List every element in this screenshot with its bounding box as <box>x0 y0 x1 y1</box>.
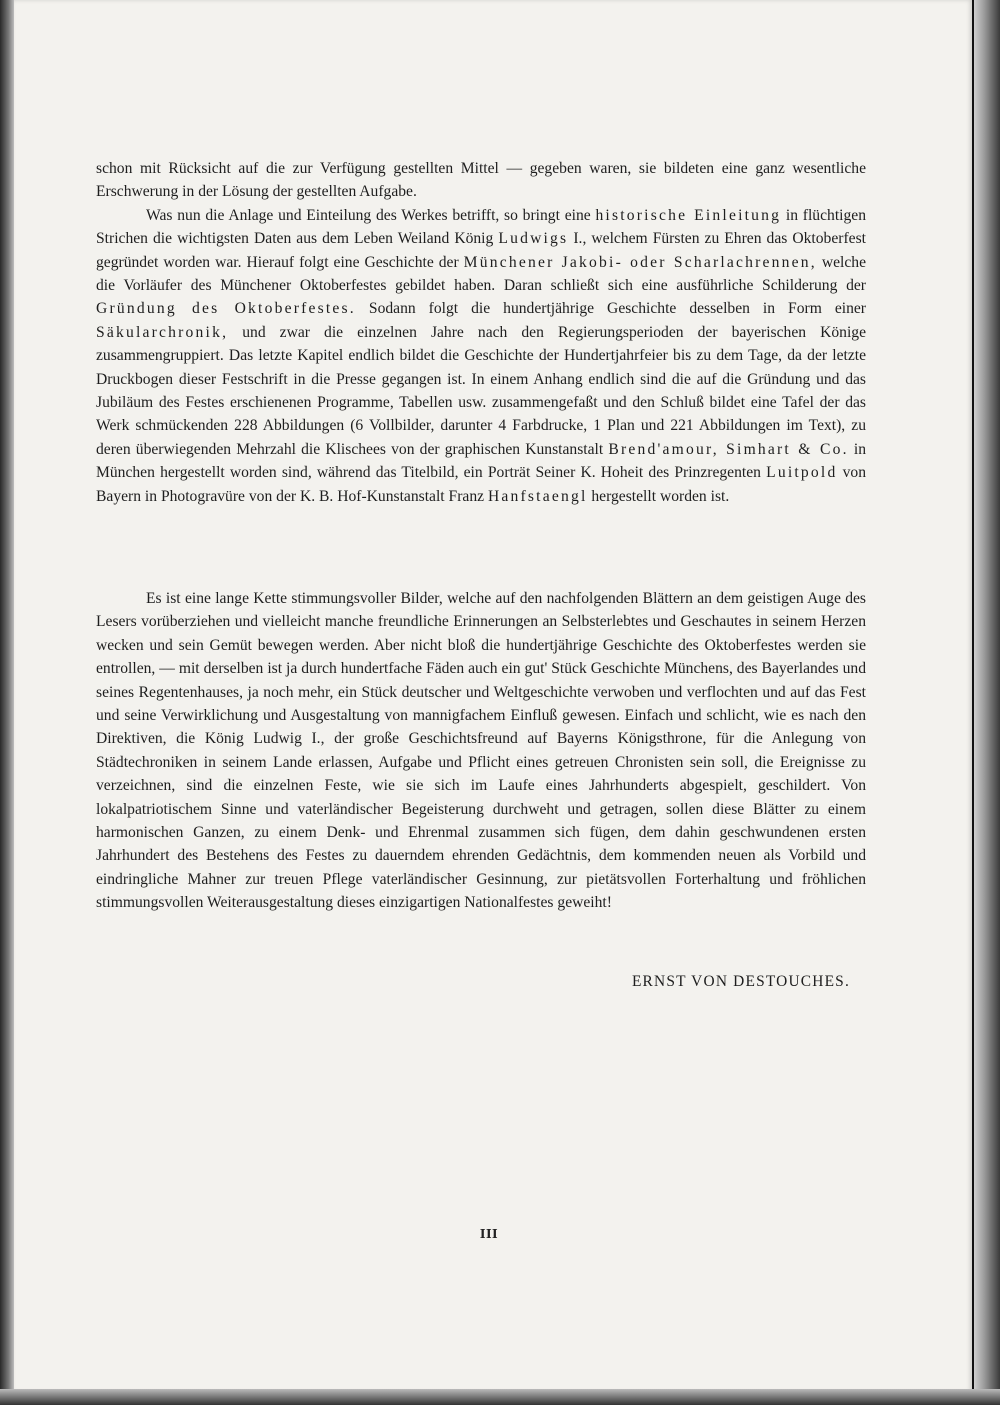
paragraph-dedication: Es ist eine lange Kette stimmungsvoller Bilder, welche auf den nachfolgenden Blättern an dem geistigen Auge des Lesers vorüberziehen und vielleicht manche freundliche Erinnerungen an Selbsterlebtes und Geschautes in seinem Herzen wecken und sein Gemüt bewegen werden. Aber nicht bloß die hundertjährige Geschichte des Oktoberfestes werden sie entrollen, — mit derselben ist ja durch hundertfache Fäden auch ein gut' Stück Geschichte Münchens, des Bayerlandes und seines Regentenhauses, ja noch mehr, ein Stück deutscher und Weltgeschichte verwoben und verflochten und auf das Fest und seine Verwirklichung und Ausgestaltung von mannigfachem Einfluß gewesen. Einfach und schlicht, wie es nach den Direktiven, die König Ludwig I., der große Geschichtsfreund auf Bayerns Königsthrone, für die Anlegung von Städtechroniken in seinem Lande erlassen, Aufgabe und Pflicht eines getreuen Chronisten sein soll, die Ereignisse zu verzeichnen, sind die einzelnen Feste, wie sie sich im Laufe eines Jahrhunderts abgespielt, geschildert. Von lokalpatriotischem Sinne und vaterländischer Begeisterung durchweht und getragen, sollen diese Blätter zu einem harmonischen Ganzen, zu einem Denk- und Ehrenmal zusammen sich fügen, dem dahin geschwundenen ersten Jahrhundert des Bestehens des Festes zu dauerndem ehrenden Gedächtnis, dem kommenden neuen als Vorbild und eindringliche Mahner zur treuen Pflege vaterländischer Gesinnung, zur pietätsvollen Forterhaltung und fröhlichen stimmungsvollen Weiterausgestaltung dieses einzigartigen Nationalfestes geweiht! <box>96 590 866 912</box>
text-run: Was nun die Anlage und Einteilung des Werkes betrifft, so bringt eine <box>146 206 596 224</box>
spaced-emphasis: historische Einleitung <box>595 206 782 224</box>
bottom-edge <box>0 1389 1000 1405</box>
text-block-lower <box>96 587 866 915</box>
text-run: I., welchem Fürsten zu Ehren das Oktoberfest gegründet worden war. Hierauf folgt eine Geschichte der <box>96 230 866 271</box>
book-spine-edge <box>0 0 14 1405</box>
page-stack-edge <box>974 0 1000 1405</box>
spaced-emphasis: Münchener Jakobi- oder Scharlachrennen, <box>463 253 817 271</box>
text-run: hergestellt worden ist. <box>587 487 730 505</box>
text-block-upper <box>96 157 866 508</box>
text-run: und zwar die einzelnen Jahre nach den Regierungsperioden der bayerischen Könige zusammengruppiert. Das letzte Kapitel endlich bildet die Geschichte der Hundertjahrfeier bis zu dem Tage, da der letzte Druckbogen dieser Festschrift in die Presse gegangen ist. In einem Anhang endlich sind die auf die Gründung und das Jubiläum des Festes erschienenen Programme, Tabellen usw. zusammengefaßt und den Schluß bildet eine Tafel der das Werk schmückenden 228 Abbildungen (6 Vollbilder, darunter 4 Farbdrucke, 1 Plan und 221 Abbildungen im Text), zu deren überwiegenden Mehrzahl die Klischees von der graphischen Kunstanstalt <box>96 323 866 458</box>
author-signature: ERNST VON DESTOUCHES. <box>631 973 850 990</box>
paragraph-continuation: schon mit Rücksicht auf die zur Verfügung gestellten Mittel — gegeben waren, sie bildeten eine ganz wesentliche Erschwerung in der Lösung der gestellten Aufgabe. <box>96 160 866 201</box>
text-run: in München hergestellt worden sind, während das Titelbild, ein Porträt Seiner K. Hoheit des Prinzregenten <box>96 440 866 482</box>
spaced-emphasis: Ludwigs <box>498 230 569 248</box>
text-run: welche die Vorläufer des Münchener Oktoberfestes gebildet haben. Daran schließt sich eine ausführliche Schilderung der <box>96 253 866 295</box>
paragraph-contents-overview <box>96 204 866 508</box>
text-run: in flüchtigen Strichen die wichtigsten Daten aus dem Leben Weiland König <box>96 206 866 248</box>
spaced-emphasis: Gründung des Oktoberfestes. <box>96 300 356 318</box>
spaced-emphasis: Hanfstaengl <box>487 487 588 505</box>
text-run: Sodann folgt die hundertjährige Geschichte desselben in Form einer <box>355 300 866 318</box>
spaced-emphasis: Luitpold <box>766 464 838 482</box>
page-number: III <box>479 1227 499 1241</box>
text-run: von Bayern in Photogravüre von der K. B. Hof-Kunstanstalt Franz <box>96 464 866 505</box>
document-page <box>14 0 972 1392</box>
spaced-emphasis: Säkularchronik, <box>96 323 229 341</box>
spaced-emphasis: Brend'amour, Simhart & Co. <box>608 440 849 458</box>
